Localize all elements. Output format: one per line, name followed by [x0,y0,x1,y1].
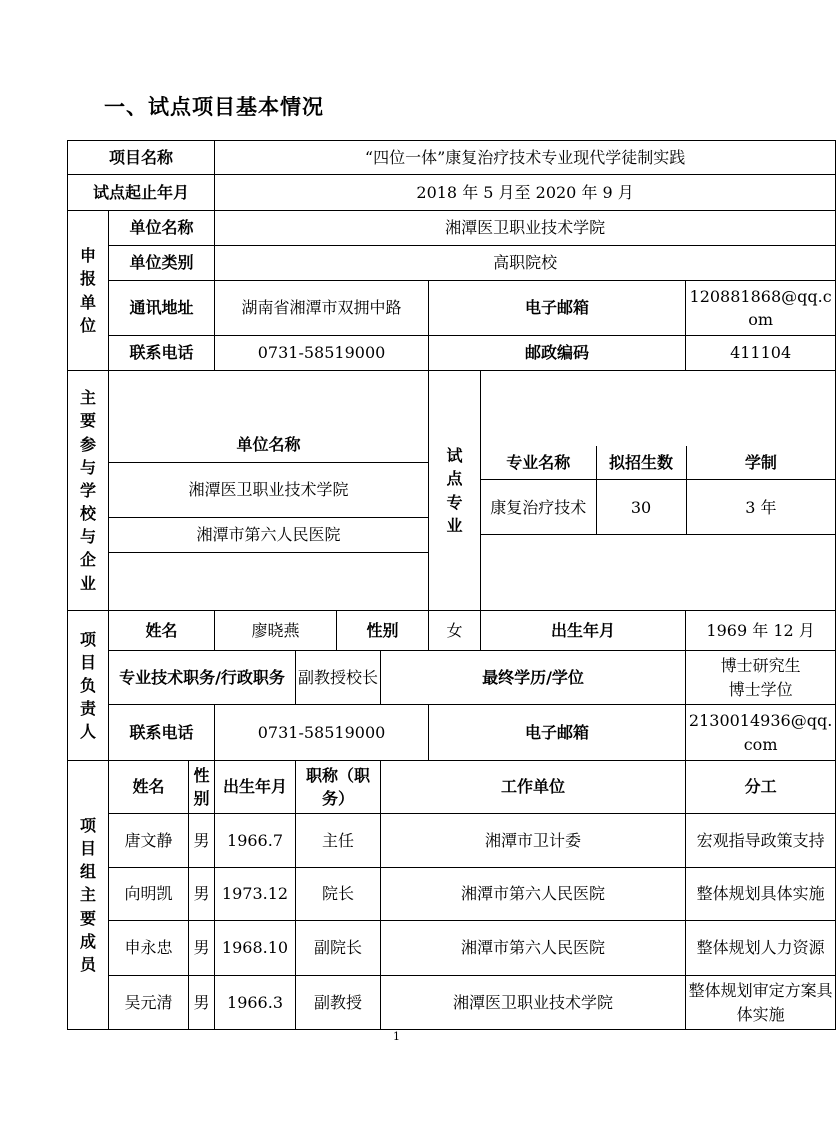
member-gender: 男 [189,976,215,1030]
pilot-major-table [481,446,835,536]
duration-header: 学制 [744,452,777,472]
member-unit-header: 工作单位 [381,761,686,814]
enroll-empty [596,535,686,536]
period-value: 2018 年 5 月至 2020 年 9 月 [215,175,836,211]
postcode-value: 411104 [686,336,836,371]
member-gender: 男 [189,868,215,921]
member-row [68,868,836,921]
member-name: 向明凯 [109,868,189,921]
leader-edu-line-2: 博士学位 [728,679,793,699]
members-group-label: 项 目 组 主 要 成 员 [68,761,109,1030]
email-label: 电子邮箱 [429,281,686,336]
project-info-table [67,140,836,1030]
leader-email-value: 2130014936@qq.com [686,705,836,761]
member-name: 申永忠 [109,921,189,976]
member-duty-header: 分工 [686,761,836,814]
applicant-group-label: 申 报 单 位 [68,211,109,371]
member-name: 吴元清 [109,976,189,1030]
leader-name-label: 姓名 [109,611,215,651]
member-duty: 整体规划人力资源 [686,921,836,976]
member-row [68,814,836,868]
member-unit: 湘潭市第六人民医院 [381,921,686,976]
member-birth: 1966.3 [215,976,296,1030]
member-birth: 1973.12 [215,868,296,921]
member-gender: 男 [189,921,215,976]
address-value: 湖南省湘潭市双拥中路 [215,281,429,336]
member-title: 院长 [296,868,381,921]
page-number: 1 [393,1030,400,1043]
leader-email-label: 电子邮箱 [429,705,686,761]
member-title-header: 职称（职务） [296,761,381,814]
unit-type-value: 高职院校 [215,246,836,281]
member-birth-header: 出生年月 [215,761,296,814]
leader-edu-value [686,651,836,705]
leader-title-label: 专业技术职务/行政职务 [109,651,296,705]
member-row [68,921,836,976]
participant-unit-empty [109,552,428,553]
member-name: 唐文静 [109,814,189,868]
phone-value: 0731-58519000 [215,336,429,371]
member-unit: 湘潭医卫职业技术学院 [381,976,686,1030]
project-name-label: 项目名称 [68,141,215,175]
member-title: 副教授 [296,976,381,1030]
member-unit: 湘潭市卫计委 [381,814,686,868]
major-empty [481,535,596,536]
leader-name-value: 廖晓燕 [215,611,337,651]
duration-value: 3 年 [686,480,835,535]
email-value: 120881868@qq.com [686,281,836,336]
member-gender-header: 性别 [189,761,215,814]
leader-phone-value: 0731-58519000 [215,705,429,761]
phone-label: 联系电话 [109,336,215,371]
participants-group-label: 主 要 参 与 学 校 与 企 业 [68,371,109,611]
leader-edu-line-1: 博士研究生 [720,656,801,676]
address-label: 通讯地址 [109,281,215,336]
member-birth: 1968.10 [215,921,296,976]
participant-unit-2: 湘潭市第六人民医院 [109,517,428,552]
leader-gender-label: 性别 [337,611,429,651]
leader-birth-label: 出生年月 [481,611,686,651]
member-duty: 整体规划具体实施 [686,868,836,921]
participant-units-cell [109,371,429,611]
postcode-label: 邮政编码 [429,336,686,371]
leader-edu-label: 最终学历/学位 [381,651,686,705]
member-gender: 男 [189,814,215,868]
project-name-value: “四位一体”康复治疗技术专业现代学徒制实践 [215,141,836,175]
unit-type-label: 单位类别 [109,246,215,281]
member-duty: 宏观指导政策支持 [686,814,836,868]
member-title: 主任 [296,814,381,868]
leader-phone-label: 联系电话 [109,705,215,761]
unit-name-label: 单位名称 [109,211,215,246]
leader-group-label: 项 目 负 责 人 [68,611,109,761]
member-title: 副院长 [296,921,381,976]
unit-name-value: 湘潭医卫职业技术学院 [215,211,836,246]
section-title: 一、试点项目基本情况 [104,95,324,119]
duration-empty [686,535,835,536]
leader-birth-value: 1969 年 12 月 [686,611,836,651]
leader-title-value: 副教授校长 [296,651,381,705]
major-value: 康复治疗技术 [481,480,596,535]
period-label: 试点起止年月 [68,175,215,211]
pilot-major-cell [481,371,836,611]
participant-unit-header: 单位名称 [236,435,301,455]
participant-units-table [109,428,428,553]
leader-gender-value: 女 [429,611,481,651]
pilot-major-label: 试 点 专 业 [429,371,481,611]
enroll-value: 30 [596,480,686,535]
member-row [68,976,836,1030]
major-header: 专业名称 [481,446,596,480]
member-birth: 1966.7 [215,814,296,868]
enroll-header: 拟招生数 [596,446,686,480]
member-unit: 湘潭市第六人民医院 [381,868,686,921]
member-name-header: 姓名 [109,761,189,814]
participant-unit-1: 湘潭医卫职业技术学院 [109,462,428,517]
member-duty: 整体规划审定方案具体实施 [686,976,836,1030]
